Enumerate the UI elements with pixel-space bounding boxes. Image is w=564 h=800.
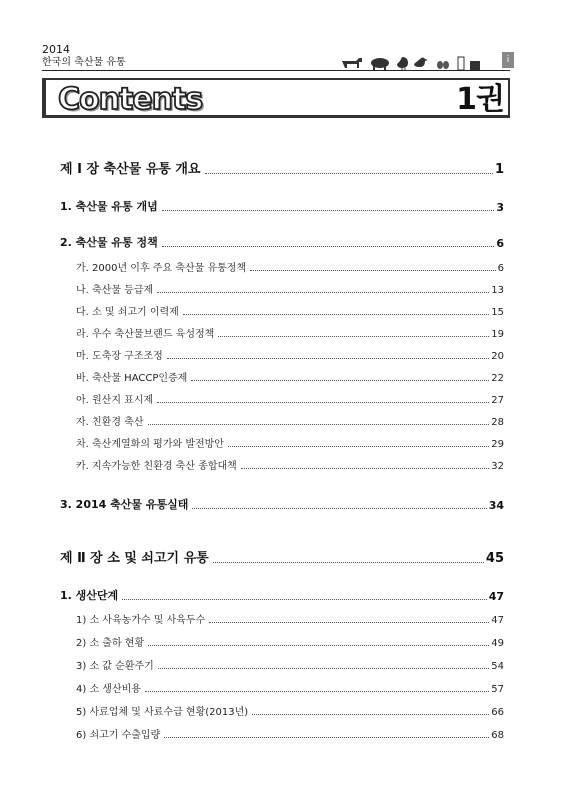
- toc-page: 27: [491, 395, 504, 406]
- toc-subsection[interactable]: [60, 281, 504, 296]
- toc-title: 제 I 장 축산물 유통 개요: [60, 162, 201, 177]
- toc-title: 3) 소 값 순환주기: [76, 661, 154, 672]
- toc-subsection[interactable]: [60, 435, 504, 450]
- toc-leader: [162, 210, 495, 211]
- toc-title: 1) 소 사육농가수 및 사육두수: [76, 615, 206, 626]
- toc-page: 20: [491, 351, 504, 362]
- header-year: 2014: [42, 43, 70, 56]
- toc-leader: [209, 622, 489, 623]
- toc-page: 29: [491, 439, 504, 450]
- volume-label: 1권: [456, 82, 504, 117]
- toc-subsection[interactable]: [60, 303, 504, 318]
- toc-leader: [158, 668, 490, 669]
- toc-title: 차. 축산계열화의 평가와 발전방안: [76, 439, 224, 450]
- toc-section[interactable]: [60, 587, 504, 603]
- toc-subsection[interactable]: [60, 391, 504, 406]
- milk-icon: [458, 57, 480, 70]
- toc-subsection[interactable]: [60, 726, 504, 741]
- toc-title: 2) 소 출하 현황: [76, 638, 145, 649]
- toc-page: 66: [491, 707, 504, 718]
- toc-subsection[interactable]: [60, 347, 504, 362]
- toc-section[interactable]: [60, 198, 504, 214]
- toc-page: 13: [491, 285, 504, 296]
- toc-leader: [213, 562, 484, 563]
- toc-page: 32: [491, 461, 504, 472]
- toc-title: 카. 지속가능한 친환경 축산 종합대책: [76, 461, 237, 472]
- toc-title: 바. 축산물 HACCP인증제: [76, 373, 188, 384]
- toc-subsection[interactable]: [60, 457, 504, 472]
- toc-title: 나. 축산물 등급제: [76, 285, 154, 296]
- toc-page: 49: [491, 638, 504, 649]
- toc-chapter-2[interactable]: [60, 547, 504, 566]
- toc-subsection[interactable]: [60, 369, 504, 384]
- toc-leader: [157, 292, 489, 293]
- toc-leader: [183, 314, 489, 315]
- toc-leader: [157, 402, 489, 403]
- toc-page: 28: [491, 417, 504, 428]
- pig-icon: [371, 58, 389, 70]
- toc-page: 6: [497, 263, 504, 274]
- toc-subsection[interactable]: [60, 259, 504, 274]
- toc-leader: [250, 270, 496, 271]
- toc-page: 15: [491, 307, 504, 318]
- toc-title: 자. 친환경 축산: [76, 417, 144, 428]
- toc-title: 제 Ⅱ 장 소 및 쇠고기 유통: [60, 551, 209, 566]
- toc-leader: [162, 246, 495, 247]
- toc-title: 다. 소 및 쇠고기 이력제: [76, 307, 179, 318]
- toc-subsection[interactable]: [60, 680, 504, 695]
- toc-title: 1. 축산물 유통 개념: [60, 200, 158, 213]
- toc-title: 마. 도축장 구조조정: [76, 351, 163, 362]
- toc-leader: [205, 173, 493, 174]
- toc-leader: [252, 714, 489, 715]
- toc-subsection[interactable]: [60, 413, 504, 428]
- toc-title: 3. 2014 축산물 유통실태: [60, 498, 189, 511]
- toc-page: 68: [491, 730, 504, 741]
- toc-title: 아. 원산지 표시제: [76, 395, 154, 406]
- toc-title: 2. 축산물 유통 정책: [60, 236, 158, 249]
- livestock-icons: [340, 53, 500, 71]
- toc-page: 3: [496, 201, 504, 214]
- toc-title: 라. 우수 축산물브랜드 육성정책: [76, 329, 215, 340]
- toc-page: 47: [488, 590, 504, 603]
- header-subtitle: 한국의 축산물 유통: [42, 57, 126, 68]
- toc-leader: [148, 645, 489, 646]
- toc-leader: [218, 336, 489, 337]
- toc-leader: [122, 599, 487, 600]
- toc-leader: [145, 691, 489, 692]
- contents-title: Contents: [58, 82, 203, 117]
- toc-title: 1. 생산단계: [60, 589, 119, 602]
- duck-icon: [414, 58, 428, 68]
- toc-leader: [241, 468, 489, 469]
- toc-subsection[interactable]: [60, 703, 504, 718]
- toc-leader: [148, 424, 490, 425]
- toc-title: 5) 사료업체 및 사료수급 현황(2013년): [76, 707, 249, 718]
- toc-page: 22: [491, 373, 504, 384]
- toc-subsection[interactable]: [60, 611, 504, 626]
- toc-leader: [228, 446, 489, 447]
- eggs-icon: [437, 61, 449, 69]
- toc-page: 45: [485, 551, 504, 566]
- toc-title: 4) 소 생산비용: [76, 684, 141, 695]
- toc-title: 6) 쇠고기 수출입량: [76, 730, 161, 741]
- toc-subsection[interactable]: [60, 634, 504, 649]
- toc-page: 54: [491, 661, 504, 672]
- toc-leader: [167, 358, 489, 359]
- toc-leader: [192, 508, 486, 509]
- toc-page: 47: [491, 615, 504, 626]
- chicken-icon: [397, 57, 408, 71]
- header-rule: [42, 70, 510, 71]
- toc-leader: [191, 380, 489, 381]
- toc-page: 19: [491, 329, 504, 340]
- toc-page: 57: [491, 684, 504, 695]
- toc-title: 가. 2000년 이후 주요 축산물 유통정책: [76, 263, 247, 274]
- page-marker: i: [502, 52, 514, 68]
- toc-page: 1: [494, 162, 504, 177]
- toc-section[interactable]: [60, 496, 504, 512]
- toc-subsection[interactable]: [60, 657, 504, 672]
- toc-subsection[interactable]: [60, 325, 504, 340]
- cow-icon: [342, 58, 362, 68]
- toc-page: 34: [488, 499, 504, 512]
- toc-page: 6: [496, 237, 504, 250]
- toc-section[interactable]: [60, 234, 504, 250]
- toc-chapter-1[interactable]: [60, 158, 504, 177]
- toc-leader: [164, 737, 489, 738]
